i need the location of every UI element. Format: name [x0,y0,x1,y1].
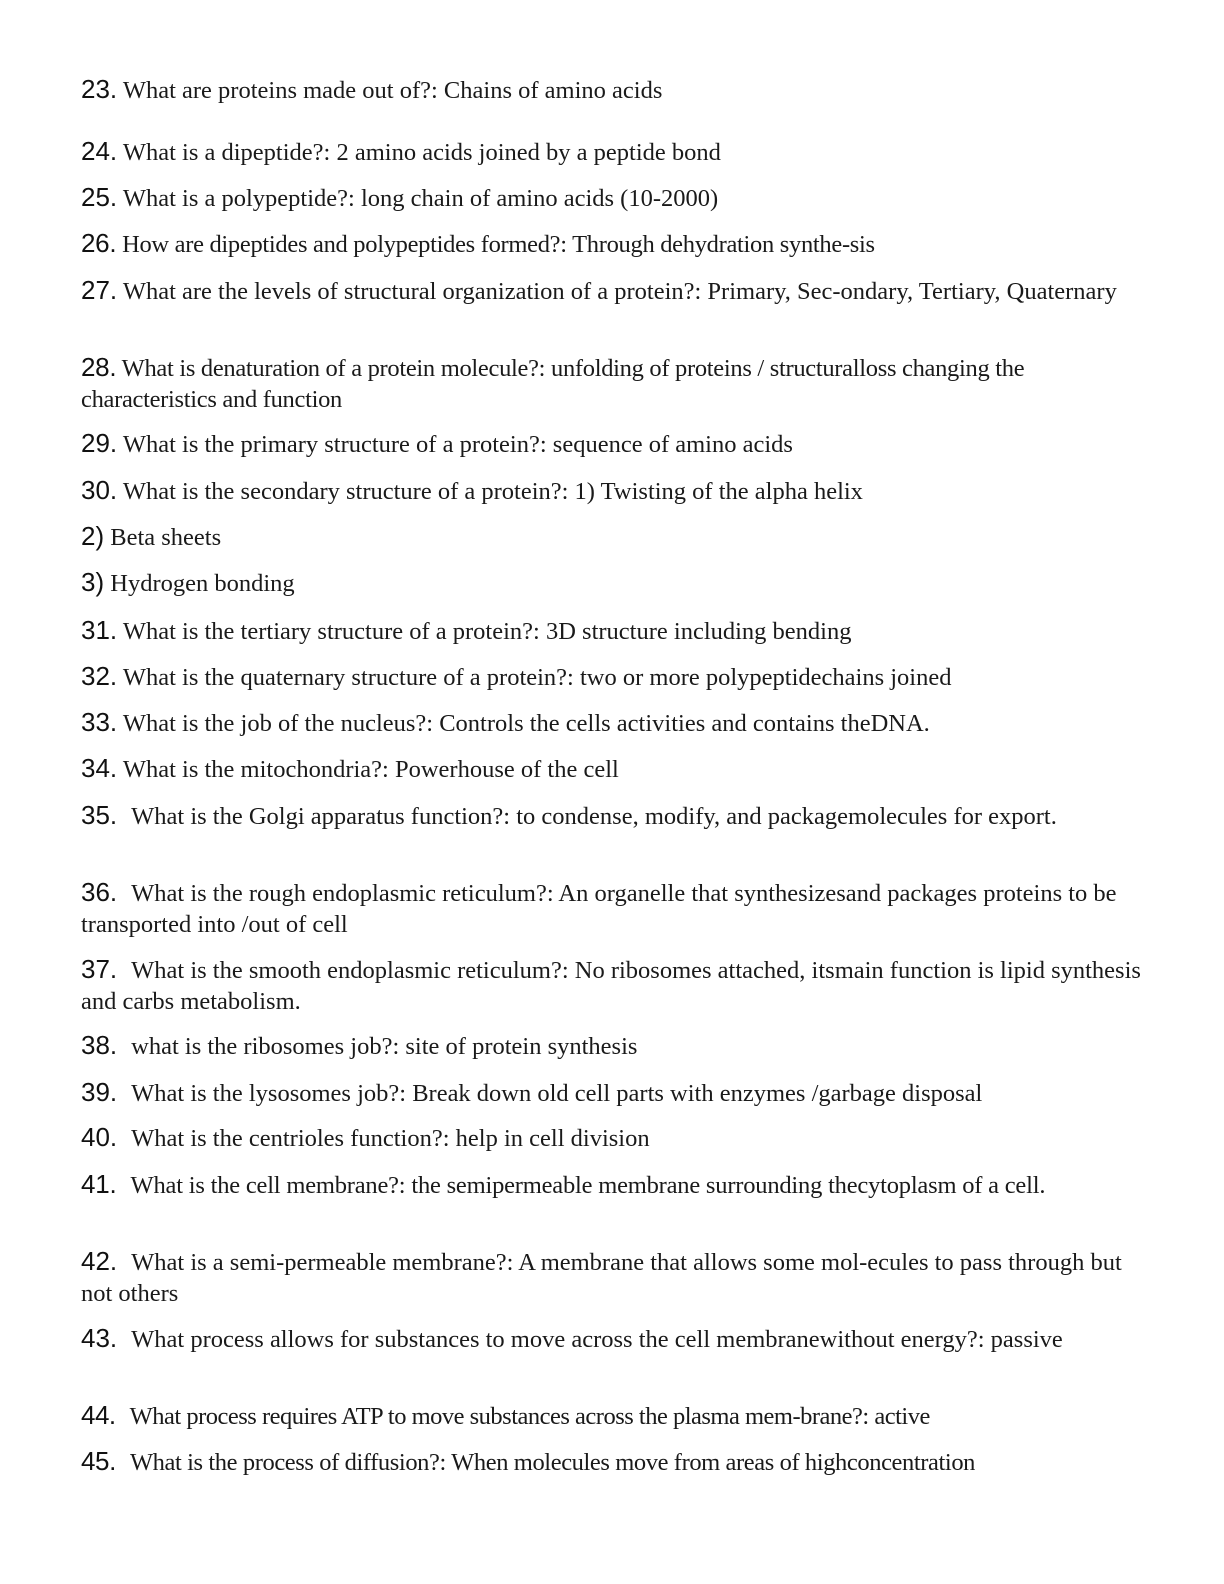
question-item [81,1077,1141,1109]
question-item [81,1446,1141,1478]
item-text: Beta sheets [104,524,222,551]
question-item [81,182,1141,214]
question-item [81,615,1141,647]
item-number: 43. [81,1323,118,1353]
item-text: Hydrogen bonding [104,570,295,597]
item-number: 36. [81,877,118,907]
item-text: What is the Golgi apparatus function?: to condense, modify, and packagemolecules for export. [131,803,1057,830]
item-number: 45. [81,1446,116,1476]
item-text: What is the job of the nucleus?: Controls the cells activities and contains theDNA. [117,710,930,737]
item-number: 37. [81,954,118,984]
question-item [81,954,1141,1017]
item-text: What process requires ATP to move substances across the plasma mem-brane?: active [129,1403,930,1430]
item-number: 25. [81,182,118,212]
item-number: 32. [81,661,118,691]
item-text: What process allows for substances to move across the cell membranewithout energy?: passive [131,1326,1063,1353]
question-item [81,1400,1141,1432]
question-item [81,800,1141,832]
question-item [81,352,1141,415]
item-number: 29. [81,428,118,458]
item-number: 44. [81,1400,116,1430]
item-number: 30. [81,475,118,505]
item-number: 40. [81,1122,118,1152]
item-number: 38. [81,1030,118,1060]
item-number: 2) [81,521,105,551]
question-item [81,1030,1141,1062]
item-number: 23. [81,74,118,104]
question-item [81,707,1141,739]
item-text: What is denaturation of a protein molecule?: unfolding of proteins / structuralloss changing the characteristics and function [81,355,1025,413]
item-number: 28. [81,352,117,382]
question-item [81,1169,1141,1201]
item-text: How are dipeptides and polypeptides formed?: Through dehydration synthe-sis [116,231,875,258]
item-number: 27. [81,275,118,305]
item-text: What is the smooth endoplasmic reticulum?: No ribosomes attached, itsmain function is lipid synthesis and carbs metabolism. [81,957,1141,1015]
item-number: 41. [81,1169,117,1199]
question-item [81,661,1141,693]
item-text: What is a semi-permeable membrane?: A membrane that allows some mol-ecules to pass through but not others [81,1249,1122,1307]
item-text: What is the secondary structure of a protein?: 1) Twisting of the alpha helix [117,478,863,505]
question-item [81,567,1141,599]
item-text: What is a polypeptide?: long chain of amino acids (10-2000) [117,185,719,212]
question-item [81,475,1141,507]
question-item [81,136,1141,168]
question-item [81,74,1141,106]
item-text: What is the tertiary structure of a protein?: 3D structure including bending [117,618,852,645]
item-text: What is the primary structure of a protein?: sequence of amino acids [117,431,793,458]
question-item [81,275,1141,307]
item-text: What is the cell membrane?: the semipermeable membrane surrounding thecytoplasm of a cell. [130,1172,1046,1199]
item-number: 31. [81,615,118,645]
question-item [81,877,1141,940]
question-item [81,228,1141,260]
item-text: What is the rough endoplasmic reticulum?: An organelle that synthesizesand packages proteins to be transported into /out of cell [81,880,1117,938]
item-text: What are the levels of structural organization of a protein?: Primary, Sec-ondary, Tertiary, Quaternary [117,278,1117,305]
question-item [81,428,1141,460]
question-item [81,1323,1141,1355]
item-number: 33. [81,707,118,737]
question-item [81,521,1141,553]
item-text: What is the quaternary structure of a protein?: two or more polypeptidechains joined [117,664,952,691]
item-number: 35. [81,800,118,830]
item-number: 3) [81,567,105,597]
question-item [81,1122,1141,1154]
item-text: what is the ribosomes job?: site of protein synthesis [131,1033,638,1060]
item-number: 24. [81,136,118,166]
question-item [81,1246,1141,1309]
item-number: 34. [81,753,118,783]
item-text: What are proteins made out of?: Chains of amino acids [117,77,663,104]
item-text: What is the process of diffusion?: When molecules move from areas of highconcentration [129,1449,976,1476]
item-number: 26. [81,228,117,258]
item-number: 39. [81,1077,118,1107]
item-text: What is the centrioles function?: help in cell division [131,1125,650,1152]
item-text: What is the mitochondria?: Powerhouse of the cell [117,756,619,783]
item-text: What is a dipeptide?: 2 amino acids joined by a peptide bond [117,139,721,166]
question-item [81,753,1141,785]
item-text: What is the lysosomes job?: Break down old cell parts with enzymes /garbage disposal [131,1080,983,1107]
item-number: 42. [81,1246,118,1276]
